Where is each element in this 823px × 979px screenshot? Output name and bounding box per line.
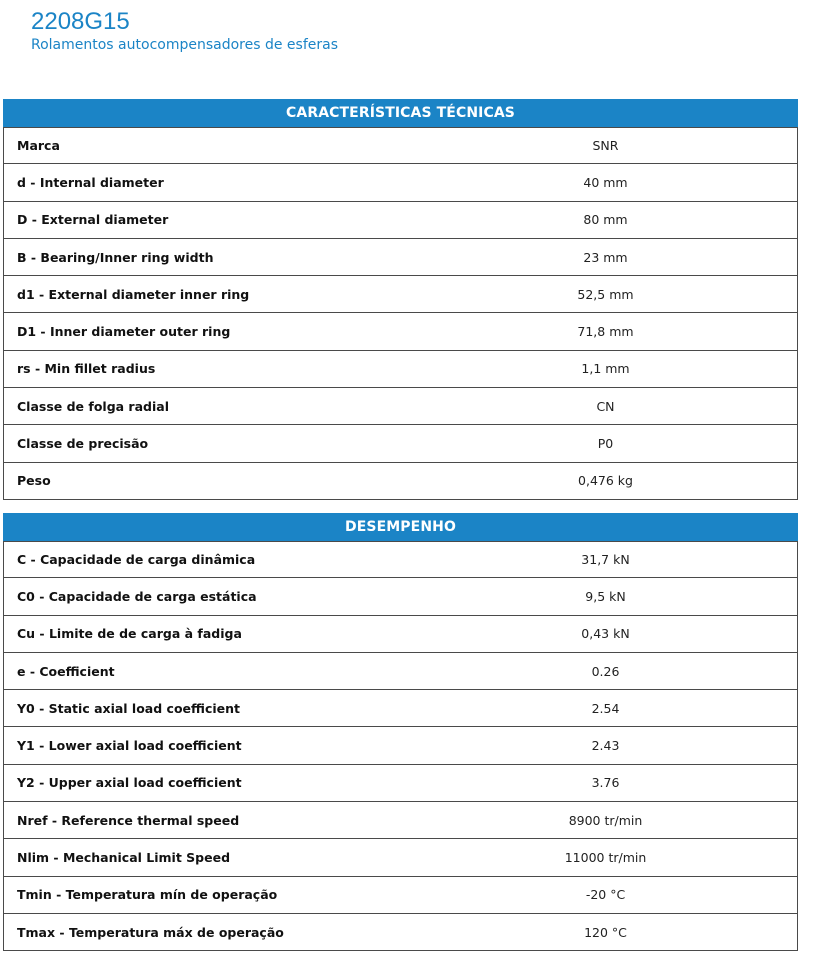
row-label: Nref - Reference thermal speed (17, 812, 240, 828)
product-code: 2208G15 (31, 8, 130, 35)
table-row (3, 653, 798, 690)
row-label: Nlim - Mechanical Limit Speed (17, 850, 231, 866)
table-row (3, 313, 798, 350)
row-label: Classe de precisão (17, 436, 149, 452)
table-row (3, 616, 798, 653)
row-value: CN (596, 398, 615, 414)
table-row (3, 727, 798, 764)
technical-section (3, 99, 798, 500)
row-value: 52,5 mm (577, 286, 634, 302)
row-label: C0 - Capacidade de carga estática (17, 588, 257, 604)
row-value: 11000 tr/min (564, 850, 647, 866)
row-label: B - Bearing/Inner ring width (17, 249, 214, 265)
technical-table (3, 127, 798, 500)
table-row (3, 914, 798, 951)
table-row (3, 239, 798, 276)
row-value: 80 mm (583, 212, 628, 228)
row-value: 0.26 (591, 663, 620, 679)
row-label: Y1 - Lower axial load coefficient (17, 738, 242, 754)
table-row (3, 541, 798, 578)
table-row (3, 690, 798, 727)
row-value: P0 (597, 436, 614, 452)
row-label: Y2 - Upper axial load coefficient (17, 775, 242, 791)
row-label: Cu - Limite de de carga à fadiga (17, 626, 242, 642)
row-label: Peso (17, 473, 51, 489)
table-row (3, 839, 798, 876)
table-row (3, 877, 798, 914)
table-row (3, 127, 798, 164)
table-row (3, 202, 798, 239)
row-value: -20 °C (585, 887, 626, 903)
table-row (3, 351, 798, 388)
row-value: 0,476 kg (578, 473, 633, 489)
row-value: 1,1 mm (581, 361, 630, 377)
table-row (3, 765, 798, 802)
row-label: Marca (17, 138, 60, 154)
row-value: 71,8 mm (577, 324, 634, 340)
performance-section (3, 513, 798, 951)
technical-heading: CARACTERÍSTICAS TÉCNICAS (3, 99, 798, 127)
row-value: 120 °C (584, 924, 627, 940)
row-value: 9,5 kN (585, 588, 626, 604)
row-label: Y0 - Static axial load coefficient (17, 700, 240, 716)
table-row (3, 463, 798, 500)
row-value: 0,43 kN (581, 626, 630, 642)
row-label: d1 - External diameter inner ring (17, 286, 250, 302)
performance-heading: DESEMPENHO (3, 513, 798, 541)
row-value: 2.54 (591, 700, 620, 716)
product-header (31, 8, 338, 53)
row-value: 8900 tr/min (568, 812, 643, 828)
row-label: Tmax - Temperatura máx de operação (17, 924, 284, 940)
row-value: 3.76 (591, 775, 620, 791)
row-label: rs - Min fillet radius (17, 361, 156, 377)
row-value: 31,7 kN (581, 552, 630, 568)
row-label: e - Coefficient (17, 663, 115, 679)
row-value: 2.43 (591, 738, 620, 754)
row-value: SNR (592, 138, 619, 154)
table-row (3, 802, 798, 839)
product-category: Rolamentos autocompensadores de esferas (31, 37, 338, 53)
table-row (3, 164, 798, 201)
row-label: Classe de folga radial (17, 398, 169, 414)
table-row (3, 388, 798, 425)
row-label: Tmin - Temperatura mín de operação (17, 887, 278, 903)
table-row (3, 276, 798, 313)
table-row (3, 578, 798, 615)
performance-table (3, 541, 798, 951)
row-label: D - External diameter (17, 212, 169, 228)
row-label: C - Capacidade de carga dinâmica (17, 552, 256, 568)
row-value: 23 mm (583, 249, 628, 265)
table-row (3, 425, 798, 462)
row-label: D1 - Inner diameter outer ring (17, 324, 231, 340)
row-value: 40 mm (583, 174, 628, 190)
row-label: d - Internal diameter (17, 174, 164, 190)
